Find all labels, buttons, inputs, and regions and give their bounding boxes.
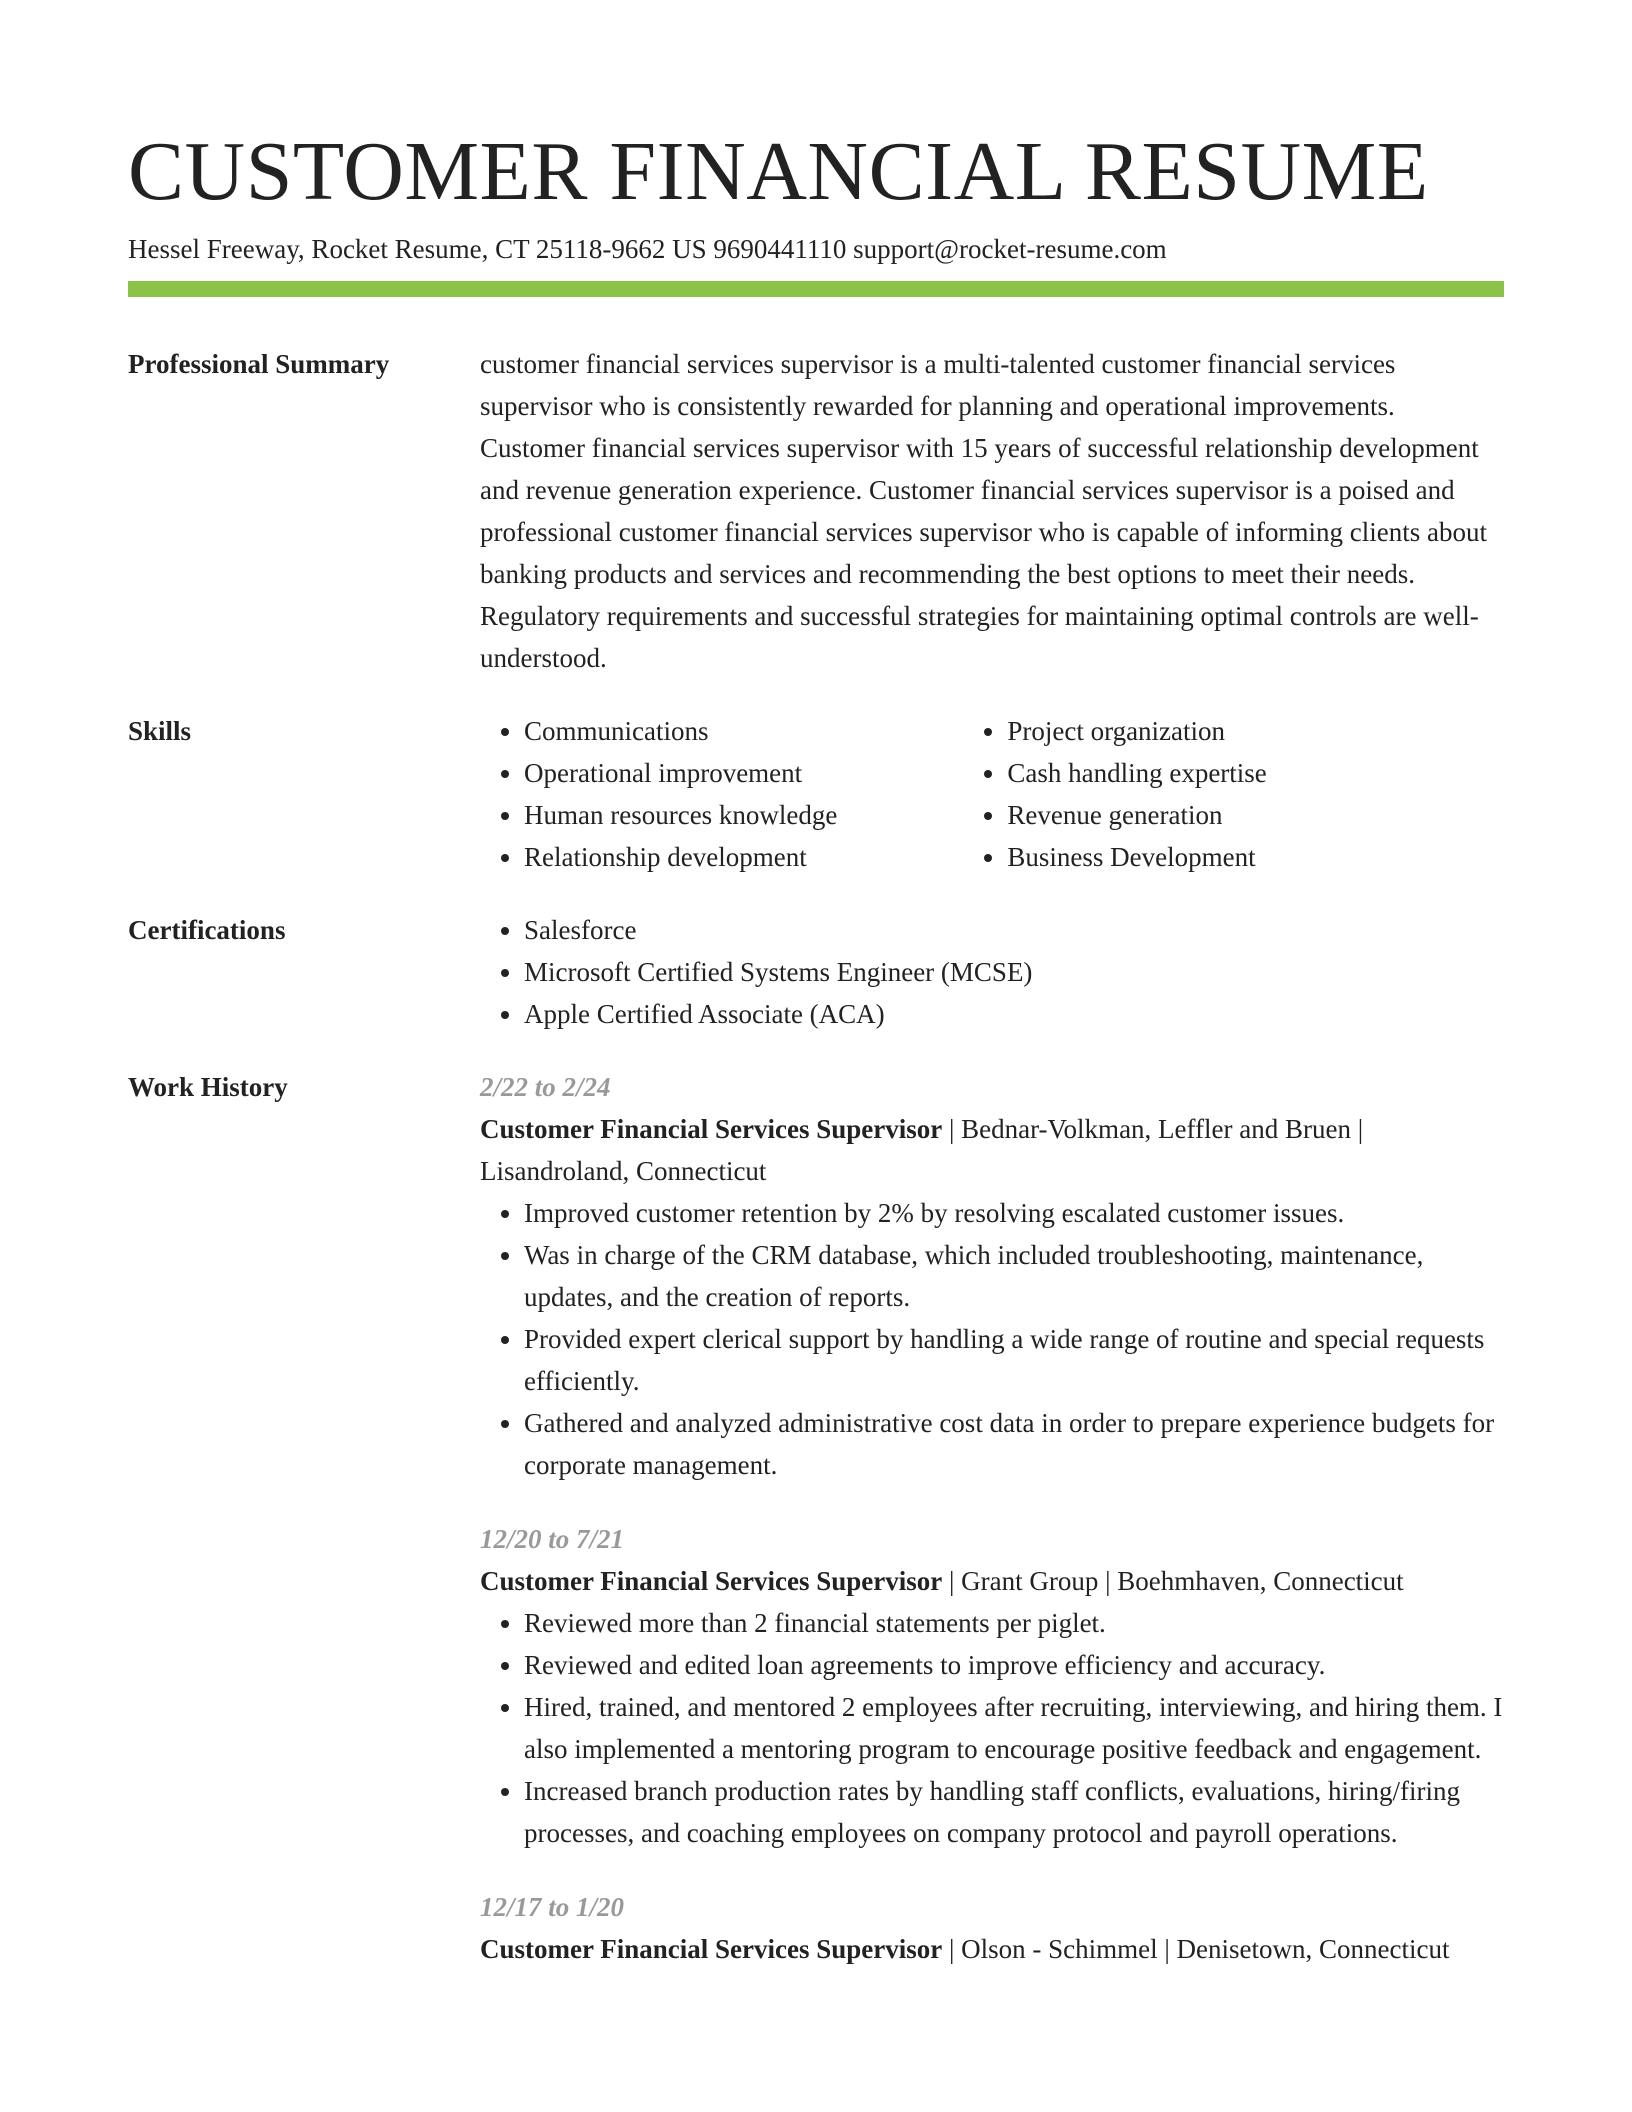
- summary-heading: Professional Summary: [128, 349, 390, 379]
- job-details: | Olson - Schimmel | Denisetown, Connecticut: [942, 1934, 1450, 1964]
- job-dates: 2/22 to 2/24: [480, 1072, 611, 1102]
- certification-item: • Apple Certified Associate (ACA): [524, 993, 1504, 1035]
- job-bullet: • Provided expert clerical support by handling a wide range of routine and special requests efficiently.: [524, 1318, 1504, 1402]
- job-dates: 12/20 to 7/21: [480, 1524, 625, 1554]
- contact-line: Hessel Freeway, Rocket Resume, CT 25118-9662 US 9690441110 support@rocket-resume.com: [128, 234, 1167, 264]
- job-heading: [480, 1928, 1504, 1970]
- job-details: | Bednar-Volkman, Leffler and Bruen | Lisandroland, Connecticut: [480, 1114, 1364, 1186]
- skill-item: • Communications: [524, 710, 963, 752]
- skills-grid: [480, 710, 1504, 878]
- certification-item: • Salesforce: [524, 909, 1504, 951]
- certifications-body: [480, 909, 1504, 1035]
- skills-heading: Skills: [128, 716, 192, 746]
- work-history-heading: Work History: [128, 1072, 288, 1102]
- job-bullet: • Improved customer retention by 2% by resolving escalated customer issues.: [524, 1192, 1504, 1234]
- skill-item: • Relationship development: [524, 836, 963, 878]
- job-bullets: [480, 1192, 1504, 1486]
- job-heading: [480, 1108, 1504, 1192]
- work-history-section: [128, 1066, 1504, 1970]
- skill-item: • Project organization: [1007, 710, 1504, 752]
- resume-title: CUSTOMER FINANCIAL RESUME: [128, 125, 1429, 218]
- job-dates: 12/17 to 1/20: [480, 1892, 625, 1922]
- job-bullets: [480, 1602, 1504, 1854]
- job-entry: [480, 1518, 1504, 1854]
- skill-item: • Revenue generation: [1007, 794, 1504, 836]
- skill-item: • Operational improvement: [524, 752, 963, 794]
- certification-item: • Microsoft Certified Systems Engineer (MCSE): [524, 951, 1504, 993]
- job-bullet: • Reviewed more than 2 financial statements per piglet.: [524, 1602, 1504, 1644]
- certifications-list: [480, 909, 1504, 1035]
- skill-item: • Cash handling expertise: [1007, 752, 1504, 794]
- skills-list-right: [963, 710, 1504, 878]
- job-bullet: • Hired, trained, and mentored 2 employees after recruiting, interviewing, and hiring them. I also implemented a mentoring program to encourage positive feedback and engagement.: [524, 1686, 1504, 1770]
- job-title: Customer Financial Services Supervisor: [480, 1566, 943, 1596]
- summary-body: [480, 343, 1504, 679]
- skill-item: • Human resources knowledge: [524, 794, 963, 836]
- job-entry: [480, 1886, 1504, 1970]
- summary-section: [128, 343, 1504, 679]
- job-bullet: • Reviewed and edited loan agreements to improve efficiency and accuracy.: [524, 1644, 1504, 1686]
- certifications-section: [128, 909, 1504, 1035]
- job-bullet: • Increased branch production rates by handling staff conflicts, evaluations, hiring/firing processes, and coaching employees on company protocol and payroll operations.: [524, 1770, 1504, 1854]
- summary-text: customer financial services supervisor is a multi-talented customer financial services supervisor who is consistently rewarded for planning and operational improvements. Customer financial services supervisor with 15 years of successful relationship development and revenue generation experience. Customer financial services supervisor is a poised and professional customer financial services supervisor who is capable of informing clients about banking products and services and recommending the best options to meet their needs. Regulatory requirements and successful strategies for maintaining optimal controls are well-understood.: [480, 349, 1487, 673]
- job-entry: [480, 1066, 1504, 1486]
- resume-page: [128, 0, 1504, 1970]
- job-bullet: • Was in charge of the CRM database, which included troubleshooting, maintenance, updates, and the creation of reports.: [524, 1234, 1504, 1318]
- accent-divider: [128, 281, 1504, 297]
- job-title: Customer Financial Services Supervisor: [480, 1114, 943, 1144]
- job-bullet: • Gathered and analyzed administrative cost data in order to prepare experience budgets for corporate management.: [524, 1402, 1504, 1486]
- certifications-heading: Certifications: [128, 915, 286, 945]
- job-title: Customer Financial Services Supervisor: [480, 1934, 943, 1964]
- skill-item: • Business Development: [1007, 836, 1504, 878]
- work-history-body: [480, 1066, 1504, 1970]
- skills-list-left: [480, 710, 963, 878]
- job-heading: [480, 1560, 1504, 1602]
- job-details: | Grant Group | Boehmhaven, Connecticut: [942, 1566, 1404, 1596]
- skills-section: [128, 710, 1504, 878]
